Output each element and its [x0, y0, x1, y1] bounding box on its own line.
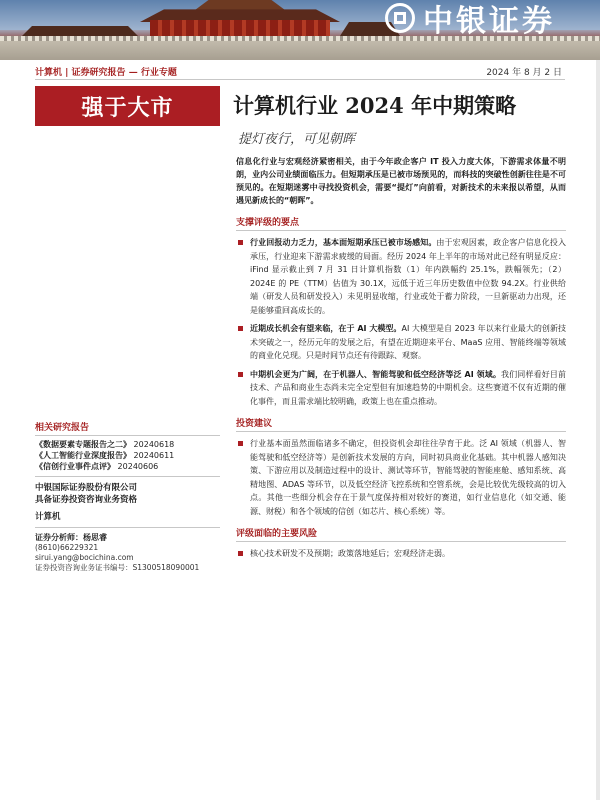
point-item — [236, 236, 566, 317]
intro-paragraph: 信息化行业与宏观经济紧密相关，由于今年政企客户 IT 投入力度大体，下游需求体量不明朗，业内公司业绩面临压力。但短期承压是已被市场预见的，而科技的突破性创新往往是不可预见的。在短期迷雾中寻找投资机会，需要“提灯”向前看，对新技术的未来报以希望，从而遇见新成长的“朝晖”。 — [236, 157, 566, 205]
point-body: AI 大模型是自 2023 年以来行业最大的创新技术突破之一，经历元年的发展之后，有望在近期迎来平台、MaaS 应用、智能终端等领域的商业化兑现。只是时间节点还有待跟踪、观察。 — [250, 324, 566, 360]
divider — [35, 79, 565, 80]
point-item — [236, 322, 566, 363]
related-report-name: 《人工智能行业深度报告》 — [35, 451, 131, 460]
main-content — [236, 155, 566, 561]
divider — [35, 476, 220, 477]
analyst-line — [35, 532, 220, 543]
firm-name: 中银国际证券股份有限公司 — [35, 483, 138, 493]
risk-body: 核心技术研发不及预期；政策落地延后；宏观经济走弱。 — [250, 549, 450, 558]
report-category: 计算机 | 证券研究报告 — 行业专题 — [35, 68, 177, 78]
page-subtitle: 提灯夜行，可见朝晖 — [238, 132, 356, 147]
firm-qualification: 具备证券投资咨询业务资格 — [35, 495, 138, 505]
related-report[interactable] — [35, 450, 220, 461]
related-report-name: 《信创行业事件点评》 — [35, 462, 115, 471]
rating-block — [35, 86, 220, 126]
point-lead: 中期机会更为广阔，在于机器人、智能驾驶和低空经济等泛 AI 领域。 — [250, 369, 502, 379]
bank-logo-icon — [385, 3, 415, 33]
analyst-label: 证券分析师： — [35, 533, 83, 542]
section-heading-points: 支撑评级的要点 — [236, 215, 566, 231]
related-report-date: 20240606 — [117, 462, 159, 471]
point-body: 由于宏观因素，政企客户信息化投入承压，行业迎来下游需求疲缓的局面。经历 2024 年上半年的市场对此已经有明显反应：iFind 显示截止到 7 月 31 日计算机指数（1）年内跌幅约 25.1%，跌幅领先；（2）2024E 的 PE（TTM）估值为 30.1X，远低于近三年历史数值中位数 94.2X。行业供给端（研发人员和研发投入）未见明显收缩，行业或处于蓄力阶段，一旦新驱动力出现，还是能够重回高成长的。 — [250, 238, 566, 315]
related-report-date: 20240618 — [133, 440, 175, 449]
analyst-phone: (8610)66229321 — [35, 543, 99, 552]
report-date: 2024 年 8 月 2 日 — [486, 68, 562, 78]
page-title: 计算机行业 2024 年中期策略 — [233, 93, 517, 118]
related-report-name: 《数据要素专题报告之二》 — [35, 440, 131, 449]
analyst-name: 杨思睿 — [83, 533, 107, 542]
related-reports-heading: 相关研究报告 — [35, 420, 220, 436]
risk-item — [236, 547, 566, 561]
point-lead: 近期成长机会有望来临，在于 AI 大模型。 — [250, 324, 402, 333]
invest-item — [236, 437, 566, 518]
section-heading-invest: 投资建议 — [236, 416, 566, 432]
invest-body: 行业基本面虽然面临诸多不确定，但投资机会却往往孕育于此。泛 AI 领域（机器人、智能驾驶和低空经济等）是创新技术发展的方向，同时初具商业化基础。其中机器人感知决策、下游应用以及制造过程中的设计、测试等环节，智能驾驶的智能座舱、感知系统、高精地图、ADAS 等环节，以及低空经济飞控系统和空管系统，会是比较优先级较高的切入点。其他一些细分机会存在于景气度保持相对较好的赛道，如行业信息化（如交通、能源、财税）和各个领域的信创（如芯片、核心系统）等。 — [250, 439, 566, 516]
related-report-date: 20240611 — [133, 451, 175, 460]
brand-name: 中银证券 — [423, 4, 555, 39]
sector-label: 计算机 — [35, 512, 61, 522]
related-report[interactable] — [35, 461, 220, 472]
analyst-license: 证券投资咨询业务证书编号：S1300518090001 — [35, 563, 200, 572]
edge-stripe — [596, 60, 600, 800]
rating-label: 强于大市 — [81, 94, 174, 121]
analyst-email[interactable]: sirui.yang@bocichina.com — [35, 553, 134, 562]
banner-hall — [150, 20, 330, 36]
point-lead: 行业回报动力乏力，基本面短期承压已被市场感知。 — [250, 238, 437, 247]
brand-logo — [385, 0, 600, 39]
sidebar — [35, 420, 220, 573]
banner-roof-top — [195, 0, 285, 10]
point-item — [236, 368, 566, 409]
divider — [35, 527, 220, 528]
related-report[interactable] — [35, 439, 220, 450]
header-banner — [0, 0, 600, 60]
section-heading-risk: 评级面临的主要风险 — [236, 526, 566, 542]
point-body: 我们同样看好目前技术、产品和商业生态尚未完全定型但有加速趋势的中期机会。这些赛道不仅有近期的催化事件，而且需求端比较明确，政策上也在重点推动。 — [250, 369, 566, 406]
